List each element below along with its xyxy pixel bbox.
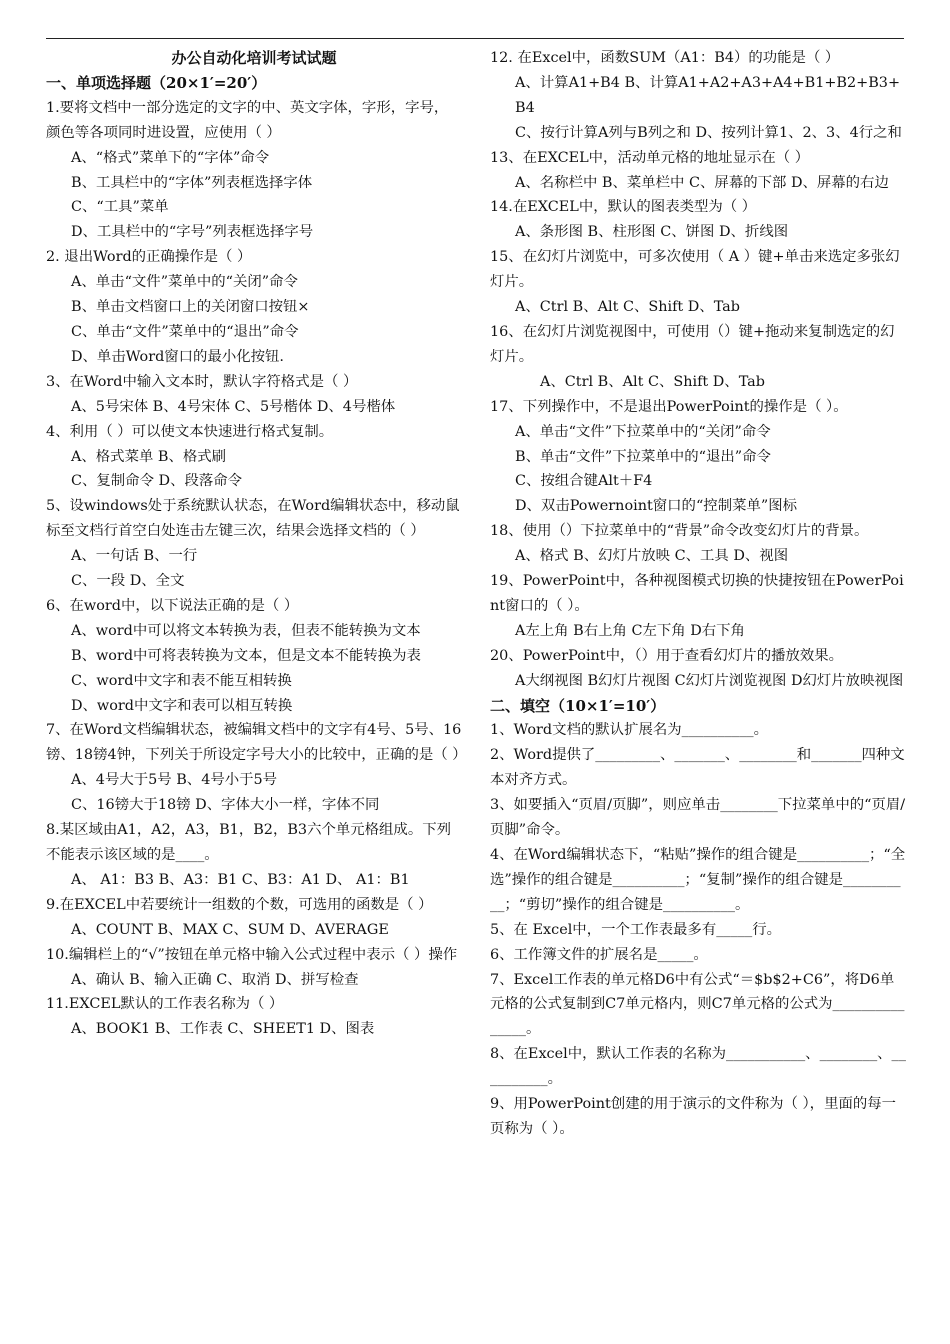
left-question-line: 4、利用（ ）可以使文本快速进行格式复制。 (46, 423, 334, 440)
left-option-line: C、一段 D、全文 (71, 573, 185, 590)
left-option-line: C、单击“文件”菜单中的“退出”命令 (71, 323, 299, 340)
left-option-line: A、 A1：B3 B、A3：B1 C、B3：A1 D、 A1：B1 (71, 871, 410, 888)
left-option-line: D、单击Word窗口的最小化按钮. (71, 348, 284, 365)
right-question-line: 15、在幻灯片浏览中，可多次使用（ A ）键+单击来选定多张幻灯片。 (490, 249, 900, 291)
left-option-line: A、“格式”菜单下的“字体”命令 (71, 149, 270, 166)
left-question-line: 9.在EXCEL中若要统计一组数的个数，可选用的函数是（ ） (46, 896, 433, 913)
right-column (490, 46, 906, 1142)
left-option-line: A、确认 B、输入正确 C、取消 D、拼写检查 (71, 971, 359, 988)
left-question-line: 8.某区域由A1，A2，A3，B1，B2，B3六个单元格组成。下列不能表示该区域的是____。 (46, 822, 451, 863)
left-question-list (46, 96, 467, 1042)
right-option-line: A、Ctrl B、Alt C、Shift D、Tab (540, 373, 765, 390)
right-option-line: A、计算A1+B4 B、计算A1+A2+A3+A4+B1+B2+B3+B4 (515, 74, 901, 116)
left-option-line: A、word中可以将文本转换为表，但表不能转换为文本 (71, 622, 421, 639)
top-rule (46, 38, 904, 39)
right-question-line: 16、在幻灯片浏览视图中，可使用（）键+拖动来复制选定的幻灯片。 (490, 323, 895, 365)
left-option-line: B、工具栏中的“字体”列表框选择字体 (71, 174, 313, 191)
left-question-line: 2. 退出Word的正确操作是（ ） (46, 249, 252, 266)
right-option-line: A、单击“文件”下拉菜单中的“关闭”命令 (515, 423, 771, 440)
left-question-line: 7、在Word文档编辑状态，被编辑文档中的文字有4号、5号、16镑、18镑4钟，下列关于所设定字号大小的比较中，正确的是（ ） (46, 722, 467, 764)
left-question-line: 5、设windows处于系统默认状态，在Word编辑状态中，移动鼠标至文档行首空白处连击左键三次，结果会选择文档的（ ） (46, 498, 460, 540)
right-question-line: 14.在EXCEL中，默认的图表类型为（ ） (490, 199, 757, 216)
section-heading-fill: 二、填空（10×1′=10′） (490, 696, 666, 715)
fill-question-line: 6、工作簿文件的扩展名是_____。 (490, 946, 708, 963)
left-column (46, 46, 467, 1042)
fill-question-line: 7、Excel工作表的单元格D6中有公式“＝$b$2+C6”，将D6单元格的公式复制到C7单元格内，则C7单元格的公式为_______________。 (490, 971, 905, 1038)
fill-question-line: 5、在 Excel中，一个工作表最多有_____行。 (490, 921, 781, 938)
fill-question-line: 8、在Excel中，默认工作表的名称为___________、________、__________。 (490, 1046, 906, 1088)
right-question-list (490, 46, 906, 694)
right-option-line: A大纲视图 B幻灯片视图 C幻灯片浏览视图 D幻灯片放映视图 (515, 672, 904, 689)
left-question-line: 6、在word中，以下说法正确的是（ ） (46, 597, 299, 614)
section-heading-choice: 一、单项选择题（20×1′=20′） (46, 73, 267, 92)
left-question-line: 1.要将文档中一部分选定的文字的中、英文字体，字形，字号，颜色等各项同时进设置，应使用（ ） (46, 99, 449, 141)
page-title: 办公自动化培训考试试题 (171, 49, 337, 67)
right-option-line: A、条形图 B、柱形图 C、饼图 D、折线图 (515, 224, 789, 241)
fill-question-line: 3、如要插入“页眉/页脚”，则应单击________下拉菜单中的“页眉/页脚”命令。 (490, 797, 906, 839)
right-question-line: 20、PowerPoint中，（）用于查看幻灯片的播放效果。 (490, 647, 844, 664)
fill-question-line: 9、用PowerPoint创建的用于演示的文件称为（ ），里面的每一页称为（ ）。 (490, 1096, 897, 1137)
left-option-line: C、16镑大于18镑 D、字体大小一样，字体不同 (71, 797, 380, 814)
right-option-line: A、Ctrl B、Alt C、Shift D、Tab (515, 299, 740, 316)
right-option-line: B、单击“文件”下拉菜单中的“退出”命令 (515, 448, 771, 465)
right-question-line: 19、PowerPoint中，各种视图模式切换的快捷按钮在PowerPoint窗口的（ ）。 (490, 573, 904, 614)
left-option-line: A、4号大于5号 B、4号小于5号 (71, 772, 278, 789)
left-option-line: A、格式菜单 B、格式刷 (71, 448, 227, 465)
left-option-line: A、BOOK1 B、工作表 C、SHEET1 D、图表 (71, 1021, 375, 1038)
right-question-line: 12. 在Excel中，函数SUM（A1：B4）的功能是（ ） (490, 50, 840, 66)
left-option-line: C、复制命令 D、段落命令 (71, 473, 243, 490)
left-option-line: C、“工具”菜单 (71, 199, 169, 216)
right-question-line: 18、使用（）下拉菜单中的“背景”命令改变幻灯片的背景。 (490, 523, 869, 540)
left-option-line: B、单击文档窗口上的关闭窗口按钮× (71, 299, 310, 316)
fill-question-line: 4、在Word编辑状态下，“粘贴”操作的组合键是__________；“全选”操作的组合键是__________；“复制”操作的组合键是__________；“剪切”操作的组合键是__________。 (490, 847, 906, 913)
right-option-line: A、名称栏中 B、菜单栏中 C、屏幕的下部 D、屏幕的右边 (515, 174, 889, 191)
right-option-line: A左上角 B右上角 C左下角 D右下角 (515, 622, 745, 639)
left-question-line: 3、在Word中输入文本时，默认字符格式是（ ） (46, 373, 358, 390)
right-option-line: D、双击Powernoint窗口的“控制菜单”图标 (515, 498, 798, 515)
left-option-line: A、5号宋体 B、4号宋体 C、5号楷体 D、4号楷体 (71, 398, 396, 415)
right-option-line: C、按行计算A列与B列之和 D、按列计算1、2、3、4行之和 (515, 124, 902, 141)
left-option-line: D、word中文字和表可以相互转换 (71, 697, 293, 714)
right-option-line: C、按组合键Alt＋F4 (515, 473, 653, 490)
left-option-line: A、一句话 B、一行 (71, 548, 198, 565)
left-question-line: 11.EXCEL默认的工作表名称为（ ） (46, 996, 284, 1013)
fill-question-line: 1、Word文档的默认扩展名为__________。 (490, 722, 768, 739)
right-question-line: 17、下列操作中，不是退出PowerPoint的操作是（ ）。 (490, 398, 848, 415)
left-option-line: D、工具栏中的“字号”列表框选择字号 (71, 224, 314, 241)
fill-question-list (490, 718, 906, 1141)
right-option-line: A、格式 B、幻灯片放映 C、工具 D、视图 (515, 548, 789, 565)
left-question-line: 10.编辑栏上的“√”按钮在单元格中输入公式过程中表示（ ）操作 (46, 946, 458, 963)
fill-question-line: 2、Word提供了_________、_______、________和_______四种文本对齐方式。 (490, 747, 905, 789)
left-option-line: B、word中可将表转换为文本，但是文本不能转换为表 (71, 647, 421, 664)
left-option-line: C、word中文字和表不能互相转换 (71, 672, 292, 689)
left-option-line: A、单击“文件”菜单中的“关闭”命令 (71, 274, 298, 291)
left-option-line: A、COUNT B、MAX C、SUM D、AVERAGE (71, 921, 389, 938)
right-question-line: 13、在EXCEL中，活动单元格的地址显示在（ ） (490, 149, 810, 166)
